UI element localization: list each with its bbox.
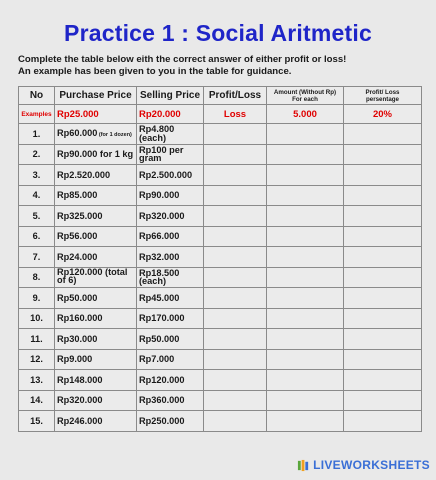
profit-loss-answer[interactable] (204, 226, 267, 247)
profit-loss-answer[interactable] (204, 329, 267, 350)
row-number: 14. (19, 390, 55, 411)
selling-price: Rp360.000 (137, 390, 204, 411)
profit-loss-answer[interactable] (204, 247, 267, 268)
percentage-answer[interactable] (344, 349, 422, 370)
percentage-answer[interactable] (344, 267, 422, 288)
amount-answer[interactable] (267, 390, 344, 411)
row-number: 7. (19, 247, 55, 268)
amount-answer[interactable] (267, 226, 344, 247)
table-row (19, 185, 422, 206)
purchase-price-cell (55, 370, 137, 391)
purchase-price-cell (55, 144, 137, 165)
table-row (19, 308, 422, 329)
profit-loss-answer[interactable] (204, 411, 267, 432)
percentage-answer[interactable] (344, 411, 422, 432)
profit-loss-answer[interactable] (204, 349, 267, 370)
table-row (19, 124, 422, 145)
percentage-answer[interactable] (344, 329, 422, 350)
purchase-price: Rp120.000 (total of 6) (57, 267, 128, 286)
row-number: 2. (19, 144, 55, 165)
purchase-price-cell (55, 226, 137, 247)
row-number: 4. (19, 185, 55, 206)
selling-price: Rp50.000 (137, 329, 204, 350)
table-row (19, 329, 422, 350)
purchase-price-cell (55, 288, 137, 309)
liveworksheets-logo (297, 458, 430, 472)
percentage-answer[interactable] (344, 226, 422, 247)
row-number: 13. (19, 370, 55, 391)
worksheet-table (18, 86, 422, 432)
header-amount-line2: For each (292, 95, 318, 103)
amount-answer[interactable] (267, 185, 344, 206)
row-number: 3. (19, 165, 55, 186)
selling-price: Rp320.000 (137, 206, 204, 227)
percentage-answer[interactable] (344, 288, 422, 309)
row-number: 8. (19, 267, 55, 288)
purchase-price: Rp325.000 (57, 210, 103, 221)
table-row (19, 390, 422, 411)
purchase-price-cell (55, 308, 137, 329)
example-row (19, 105, 422, 124)
amount-answer[interactable] (267, 308, 344, 329)
header-profit-loss: Profit/Loss (204, 87, 267, 105)
table-row (19, 165, 422, 186)
profit-loss-answer[interactable] (204, 390, 267, 411)
row-number: 15. (19, 411, 55, 432)
purchase-price: Rp148.000 (57, 374, 103, 385)
amount-answer[interactable] (267, 124, 344, 145)
header-row (19, 87, 422, 105)
table-row (19, 144, 422, 165)
profit-loss-answer[interactable] (204, 124, 267, 145)
purchase-price-cell (55, 124, 137, 145)
selling-price: Rp18.500 (each) (137, 267, 204, 288)
header-percentage (344, 87, 422, 105)
amount-answer[interactable] (267, 165, 344, 186)
header-no: No (19, 87, 55, 105)
amount-answer[interactable] (267, 288, 344, 309)
purchase-price: Rp320.000 (57, 395, 103, 406)
example-profit-loss: Loss (204, 105, 267, 124)
purchase-price: Rp246.000 (57, 415, 103, 426)
table-row (19, 411, 422, 432)
amount-answer[interactable] (267, 411, 344, 432)
header-amount (267, 87, 344, 105)
header-selling-price: Selling Price (137, 87, 204, 105)
percentage-answer[interactable] (344, 308, 422, 329)
table-row (19, 247, 422, 268)
purchase-price: Rp9.000 (57, 354, 93, 365)
table-row (19, 267, 422, 288)
selling-price: Rp4.800 (each) (137, 124, 204, 145)
purchase-price-cell (55, 329, 137, 350)
amount-answer[interactable] (267, 370, 344, 391)
table-row (19, 288, 422, 309)
profit-loss-answer[interactable] (204, 288, 267, 309)
selling-price: Rp66.000 (137, 226, 204, 247)
selling-price: Rp7.000 (137, 349, 204, 370)
header-purchase-price: Purchase Price (55, 87, 137, 105)
example-purchase: Rp25.000 (55, 105, 137, 124)
row-number: 5. (19, 206, 55, 227)
table-row (19, 226, 422, 247)
selling-price: Rp32.000 (137, 247, 204, 268)
row-number: 9. (19, 288, 55, 309)
row-number: 1. (19, 124, 55, 145)
amount-answer[interactable] (267, 144, 344, 165)
logo-text: LIVEWORKSHEETS (313, 458, 430, 472)
selling-price: Rp250.000 (137, 411, 204, 432)
example-label: Examples (19, 105, 55, 124)
profit-loss-answer[interactable] (204, 165, 267, 186)
selling-price: Rp90.000 (137, 185, 204, 206)
example-amount: 5.000 (267, 105, 344, 124)
percentage-answer[interactable] (344, 124, 422, 145)
percentage-answer[interactable] (344, 206, 422, 227)
amount-answer[interactable] (267, 247, 344, 268)
amount-answer[interactable] (267, 267, 344, 288)
purchase-price-cell (55, 247, 137, 268)
header-amount-line1: Amount (Without Rp) (273, 88, 337, 96)
purchase-price: Rp56.000 (57, 231, 98, 242)
purchase-price: Rp60.000 (57, 127, 98, 138)
selling-price: Rp2.500.000 (137, 165, 204, 186)
example-selling: Rp20.000 (137, 105, 204, 124)
amount-answer[interactable] (267, 206, 344, 227)
selling-price: Rp45.000 (137, 288, 204, 309)
instructions (18, 54, 428, 77)
selling-price: Rp120.000 (137, 370, 204, 391)
row-number: 6. (19, 226, 55, 247)
percentage-answer[interactable] (344, 247, 422, 268)
row-number: 12. (19, 349, 55, 370)
purchase-price-cell (55, 390, 137, 411)
liveworksheets-logo-icon (297, 459, 310, 472)
percentage-answer[interactable] (344, 370, 422, 391)
amount-answer[interactable] (267, 329, 344, 350)
profit-loss-answer[interactable] (204, 185, 267, 206)
percentage-answer[interactable] (344, 185, 422, 206)
table-row (19, 206, 422, 227)
selling-price: Rp100 per gram (137, 144, 204, 165)
table-row (19, 370, 422, 391)
purchase-price-cell (55, 349, 137, 370)
purchase-price-cell (55, 165, 137, 186)
selling-price: Rp170.000 (137, 308, 204, 329)
example-percentage: 20% (344, 105, 422, 124)
profit-loss-answer[interactable] (204, 267, 267, 288)
row-number: 10. (19, 308, 55, 329)
purchase-price-cell (55, 185, 137, 206)
page-title: Practice 1 : Social Aritmetic (64, 20, 372, 46)
amount-answer[interactable] (267, 349, 344, 370)
purchase-price-cell (55, 206, 137, 227)
percentage-answer[interactable] (344, 144, 422, 165)
purchase-note: (for 1 dozen) (97, 131, 132, 138)
instruction-line: An example has been given to you in the table for guidance. (18, 65, 292, 77)
purchase-price: Rp90.000 for 1 kg (57, 149, 134, 160)
percentage-answer[interactable] (344, 165, 422, 186)
purchase-price-cell (55, 411, 137, 432)
purchase-price: Rp50.000 (57, 292, 98, 303)
purchase-price: Rp24.000 (57, 251, 98, 262)
header-percentage-line1: Profit/ Loss (365, 88, 400, 96)
row-number: 11. (19, 329, 55, 350)
instruction-line: Complete the table below eith the correct answer of either profit or loss! (18, 54, 347, 65)
purchase-price-cell (55, 267, 137, 288)
profit-loss-answer[interactable] (204, 206, 267, 227)
profit-loss-answer[interactable] (204, 144, 267, 165)
purchase-price: Rp85.000 (57, 190, 98, 201)
table-row (19, 349, 422, 370)
header-percentage-line2: persentage (365, 95, 399, 103)
purchase-price: Rp2.520.000 (57, 169, 111, 180)
purchase-price: Rp30.000 (57, 333, 98, 344)
profit-loss-answer[interactable] (204, 370, 267, 391)
purchase-price: Rp160.000 (57, 313, 103, 324)
percentage-answer[interactable] (344, 390, 422, 411)
profit-loss-answer[interactable] (204, 308, 267, 329)
